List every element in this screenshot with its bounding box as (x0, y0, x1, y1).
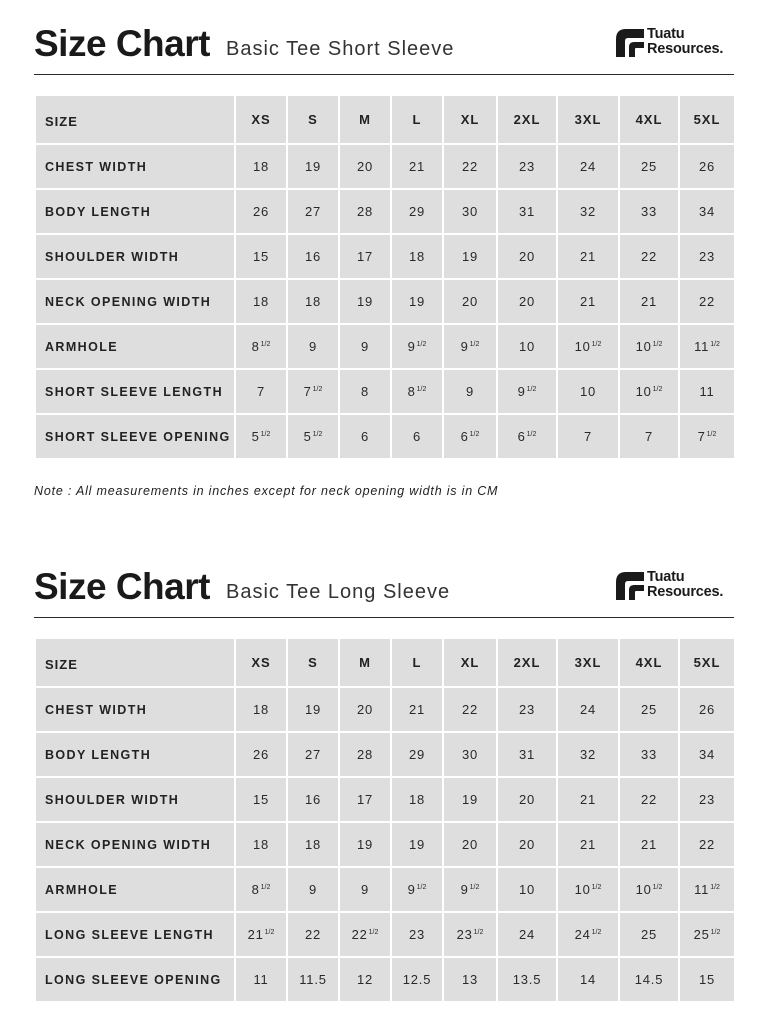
size-table (34, 94, 736, 460)
size-header-cell: 5XL (679, 638, 735, 687)
measurement-cell: 21 (619, 279, 679, 324)
logo-line-2: Resources. (647, 41, 724, 57)
measurement-cell: 18 (235, 144, 287, 189)
measurement-cell: 15 (679, 957, 735, 1002)
measurement-cell: 23 (497, 144, 557, 189)
chart-title: Size Chart (34, 23, 210, 64)
size-table (34, 637, 736, 1003)
measurement-cell: 27 (287, 189, 339, 234)
measurement-cell: 23 (391, 912, 443, 957)
measurement-cell: $8^{1/2}$ (391, 369, 443, 414)
measurement-cell: 22 (679, 279, 735, 324)
measurement-cell: 12.5 (391, 957, 443, 1002)
size-chart-long-sleeve (34, 565, 734, 987)
row-label: CHEST WIDTH (35, 144, 235, 189)
measurement-cell: 22 (619, 234, 679, 279)
measurement-cell: 19 (339, 279, 391, 324)
size-header-cell: S (287, 638, 339, 687)
measurement-cell: 7 (235, 369, 287, 414)
tuatu-logo-icon (616, 29, 644, 57)
size-header-cell: 5XL (679, 95, 735, 144)
measurement-cell: $10^{1/2}$ (619, 867, 679, 912)
measurement-cell: $10^{1/2}$ (619, 324, 679, 369)
measurement-cell: 7 (619, 414, 679, 459)
row-label: BODY LENGTH (35, 189, 235, 234)
measurement-cell: 18 (287, 822, 339, 867)
measurement-cell: 25 (619, 144, 679, 189)
measurement-cell: 19 (339, 822, 391, 867)
measurement-cell: 33 (619, 189, 679, 234)
measurement-cell: 28 (339, 732, 391, 777)
logo-line-1: Tuatu (647, 26, 685, 42)
logo-wordmark (647, 27, 723, 57)
table-row (35, 324, 735, 369)
logo-wordmark (647, 570, 723, 600)
brand-logo (616, 570, 734, 602)
measurement-cell: 29 (391, 189, 443, 234)
measurement-cell: 15 (235, 234, 287, 279)
size-header-cell: 2XL (497, 95, 557, 144)
measurement-cell: 21 (557, 822, 619, 867)
table-row (35, 732, 735, 777)
measurement-cell: $9^{1/2}$ (443, 324, 497, 369)
table-row (35, 144, 735, 189)
table-row (35, 777, 735, 822)
table-row (35, 687, 735, 732)
measurement-cell: $24^{1/2}$ (557, 912, 619, 957)
measurement-cell: 24 (497, 912, 557, 957)
measurement-cell: $5^{1/2}$ (287, 414, 339, 459)
measurement-cell: 26 (235, 732, 287, 777)
measurement-cell: 21 (391, 687, 443, 732)
chart-title: Size Chart (34, 566, 210, 607)
measurement-cell: $7^{1/2}$ (287, 369, 339, 414)
measurement-cell: 19 (287, 144, 339, 189)
table-row (35, 867, 735, 912)
measurement-cell: 29 (391, 732, 443, 777)
measurement-cell: $9^{1/2}$ (391, 867, 443, 912)
measurement-cell: 34 (679, 732, 735, 777)
row-label: LONG SLEEVE OPENING (35, 957, 235, 1002)
size-header-cell: 4XL (619, 638, 679, 687)
measurement-cell: 14 (557, 957, 619, 1002)
measurement-cell: 19 (391, 822, 443, 867)
measurement-cell: 20 (339, 687, 391, 732)
size-header-cell: XS (235, 95, 287, 144)
size-header-cell: M (339, 95, 391, 144)
measurement-cell: 17 (339, 777, 391, 822)
measurement-cell: 26 (235, 189, 287, 234)
table-row (35, 189, 735, 234)
measurement-cell: 8 (339, 369, 391, 414)
logo-line-1: Tuatu (647, 569, 685, 585)
tuatu-logo-icon (616, 572, 644, 600)
measurement-cell: 18 (391, 234, 443, 279)
measurement-cell: 9 (339, 867, 391, 912)
measurement-cell: $10^{1/2}$ (557, 324, 619, 369)
measurement-cell: 20 (497, 777, 557, 822)
chart-header (34, 22, 734, 75)
measurement-note: Note : All measurements in inches except for neck opening width is in CM (34, 484, 499, 498)
measurement-cell: 6 (339, 414, 391, 459)
measurement-cell: $23^{1/2}$ (443, 912, 497, 957)
measurement-cell: 27 (287, 732, 339, 777)
measurement-cell: $11^{1/2}$ (679, 324, 735, 369)
measurement-cell: 22 (619, 777, 679, 822)
measurement-cell: $25^{1/2}$ (679, 912, 735, 957)
measurement-cell: $5^{1/2}$ (235, 414, 287, 459)
brand-logo (616, 27, 734, 59)
chart-subtitle: Basic Tee Long Sleeve (226, 581, 451, 603)
size-header-cell: XS (235, 638, 287, 687)
measurement-cell: 7 (557, 414, 619, 459)
measurement-cell: 23 (679, 777, 735, 822)
measurement-cell: 30 (443, 732, 497, 777)
size-header-cell: XL (443, 638, 497, 687)
measurement-cell: 18 (235, 822, 287, 867)
measurement-cell: 17 (339, 234, 391, 279)
chart-header (34, 565, 734, 618)
measurement-cell: 19 (391, 279, 443, 324)
chart-subtitle: Basic Tee Short Sleeve (226, 38, 455, 60)
measurement-cell: 32 (557, 732, 619, 777)
measurement-cell: 21 (557, 279, 619, 324)
size-header-cell: 4XL (619, 95, 679, 144)
table-row (35, 957, 735, 1002)
measurement-cell: 13.5 (497, 957, 557, 1002)
measurement-cell: 20 (339, 144, 391, 189)
measurement-cell: 20 (497, 234, 557, 279)
measurement-cell: 24 (557, 687, 619, 732)
measurement-cell: 22 (443, 687, 497, 732)
measurement-cell: 20 (443, 822, 497, 867)
measurement-cell: 18 (235, 687, 287, 732)
measurement-cell: 21 (557, 234, 619, 279)
row-label: ARMHOLE (35, 867, 235, 912)
header-size-label: SIZE (35, 638, 235, 687)
measurement-cell: 10 (557, 369, 619, 414)
measurement-cell: 22 (443, 144, 497, 189)
table-row (35, 279, 735, 324)
measurement-cell: $6^{1/2}$ (497, 414, 557, 459)
logo-line-2: Resources. (647, 584, 724, 600)
table-row (35, 369, 735, 414)
table-row (35, 414, 735, 459)
measurement-cell: 23 (497, 687, 557, 732)
measurement-cell: $21^{1/2}$ (235, 912, 287, 957)
measurement-cell: 19 (287, 687, 339, 732)
measurement-cell: $9^{1/2}$ (497, 369, 557, 414)
measurement-cell: $10^{1/2}$ (557, 867, 619, 912)
measurement-cell: 18 (391, 777, 443, 822)
measurement-cell: 31 (497, 732, 557, 777)
table-row (35, 912, 735, 957)
measurement-cell: 28 (339, 189, 391, 234)
measurement-cell: 20 (497, 279, 557, 324)
measurement-cell: 9 (287, 867, 339, 912)
measurement-cell: 16 (287, 777, 339, 822)
measurement-cell: 22 (287, 912, 339, 957)
measurement-cell: 26 (679, 687, 735, 732)
measurement-cell: 21 (557, 777, 619, 822)
measurement-cell: $9^{1/2}$ (443, 867, 497, 912)
row-label: ARMHOLE (35, 324, 235, 369)
measurement-cell: 26 (679, 144, 735, 189)
measurement-cell: 16 (287, 234, 339, 279)
measurement-cell: 24 (557, 144, 619, 189)
size-header-cell: L (391, 95, 443, 144)
measurement-cell: 25 (619, 912, 679, 957)
measurement-cell: 18 (287, 279, 339, 324)
table-header-row (35, 95, 735, 144)
measurement-cell: 19 (443, 777, 497, 822)
measurement-cell: 21 (619, 822, 679, 867)
size-header-cell: S (287, 95, 339, 144)
measurement-cell: $8^{1/2}$ (235, 867, 287, 912)
measurement-cell: 6 (391, 414, 443, 459)
size-header-cell: 3XL (557, 638, 619, 687)
measurement-cell: 11 (235, 957, 287, 1002)
measurement-cell: $9^{1/2}$ (391, 324, 443, 369)
measurement-cell: 12 (339, 957, 391, 1002)
table-header-row (35, 638, 735, 687)
size-header-cell: M (339, 638, 391, 687)
measurement-cell: $22^{1/2}$ (339, 912, 391, 957)
row-label: SHOULDER WIDTH (35, 234, 235, 279)
measurement-cell: 11 (679, 369, 735, 414)
row-label: SHORT SLEEVE LENGTH (35, 369, 235, 414)
row-label: BODY LENGTH (35, 732, 235, 777)
table-row (35, 822, 735, 867)
measurement-cell: 14.5 (619, 957, 679, 1002)
row-label: NECK OPENING WIDTH (35, 822, 235, 867)
size-header-cell: XL (443, 95, 497, 144)
measurement-cell: $11^{1/2}$ (679, 867, 735, 912)
measurement-cell: $6^{1/2}$ (443, 414, 497, 459)
row-label: SHOULDER WIDTH (35, 777, 235, 822)
measurement-cell: 13 (443, 957, 497, 1002)
measurement-cell: $7^{1/2}$ (679, 414, 735, 459)
measurement-cell: $8^{1/2}$ (235, 324, 287, 369)
measurement-cell: $10^{1/2}$ (619, 369, 679, 414)
measurement-cell: 18 (235, 279, 287, 324)
row-label: SHORT SLEEVE OPENING (35, 414, 235, 459)
size-header-cell: L (391, 638, 443, 687)
measurement-cell: 31 (497, 189, 557, 234)
measurement-cell: 10 (497, 867, 557, 912)
measurement-cell: 21 (391, 144, 443, 189)
size-chart-short-sleeve (34, 22, 734, 498)
measurement-cell: 15 (235, 777, 287, 822)
measurement-cell: 22 (679, 822, 735, 867)
measurement-cell: 20 (443, 279, 497, 324)
measurement-cell: 33 (619, 732, 679, 777)
measurement-cell: 32 (557, 189, 619, 234)
measurement-cell: 9 (287, 324, 339, 369)
table-row (35, 234, 735, 279)
size-header-cell: 3XL (557, 95, 619, 144)
measurement-cell: 11.5 (287, 957, 339, 1002)
measurement-cell: 10 (497, 324, 557, 369)
row-label: NECK OPENING WIDTH (35, 279, 235, 324)
row-label: LONG SLEEVE LENGTH (35, 912, 235, 957)
measurement-cell: 20 (497, 822, 557, 867)
measurement-cell: 9 (443, 369, 497, 414)
row-label: CHEST WIDTH (35, 687, 235, 732)
measurement-cell: 30 (443, 189, 497, 234)
header-size-label: SIZE (35, 95, 235, 144)
measurement-cell: 9 (339, 324, 391, 369)
measurement-cell: 19 (443, 234, 497, 279)
measurement-cell: 23 (679, 234, 735, 279)
measurement-cell: 34 (679, 189, 735, 234)
measurement-cell: 25 (619, 687, 679, 732)
size-header-cell: 2XL (497, 638, 557, 687)
